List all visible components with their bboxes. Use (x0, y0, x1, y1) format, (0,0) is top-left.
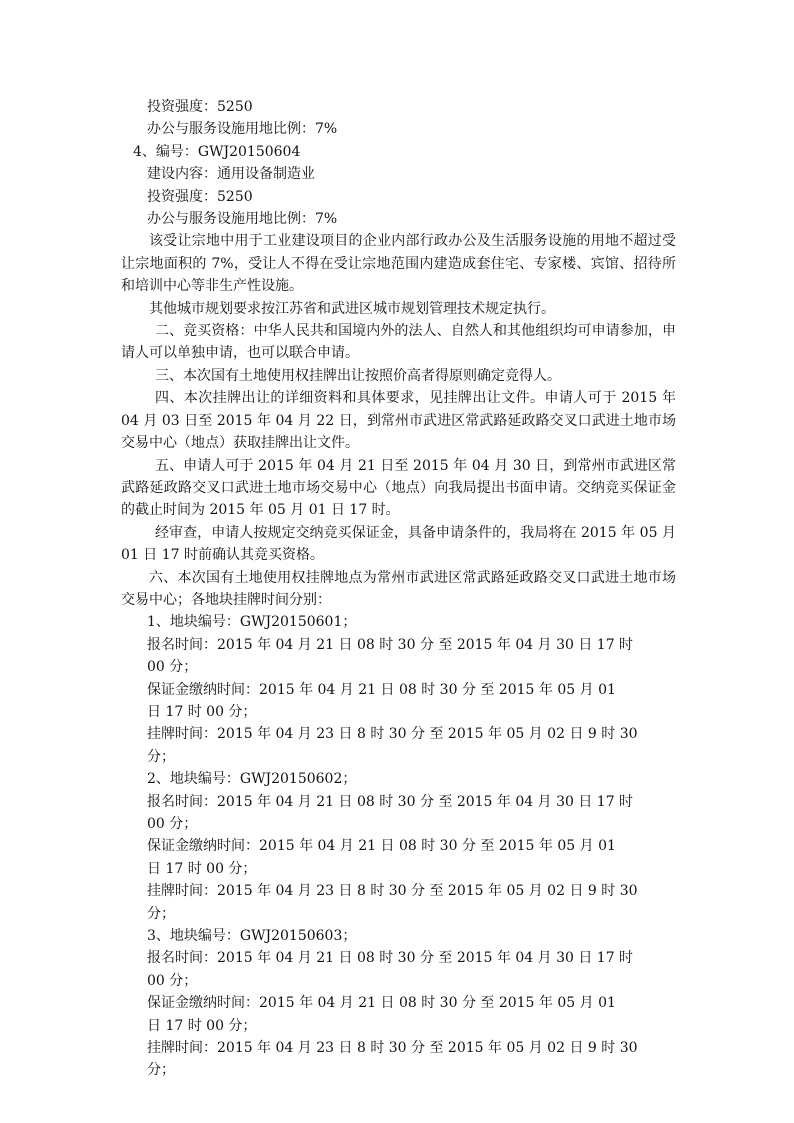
listing-time-cont: 分； (147, 748, 175, 765)
plot-schedule-3 (121, 925, 676, 1082)
investment-intensity-line: 投资强度：5250 (147, 99, 253, 115)
registration-time: 报名时间：2015 年 04 月 21 日 08 时 30 分 至 2015 年 04 月 30 日 17 时 (147, 793, 634, 810)
listing-time: 挂牌时间：2015 年 04 月 23 日 8 时 30 分 至 2015 年 05 月 02 日 9 时 30 (147, 726, 638, 743)
deposit-time: 保证金缴纳时间：2015 年 04 月 21 日 08 时 30 分 至 2015 年 05 月 01 (147, 995, 616, 1012)
registration-time-cont: 00 分； (147, 972, 198, 989)
registration-time: 报名时间：2015 年 04 月 21 日 08 时 30 分 至 2015 年 04 月 30 日 17 时 (147, 636, 634, 653)
listing-time: 挂牌时间：2015 年 04 月 23 日 8 时 30 分 至 2015 年 05 月 02 日 9 时 30 (147, 1040, 638, 1057)
paragraph-highest-bid: 三、本次国有土地使用权挂牌出让按照价高者得原则确定竞得人。 (155, 367, 561, 384)
listing-time: 挂牌时间：2015 年 04 月 23 日 8 时 30 分 至 2015 年 05 月 02 日 9 时 30 (147, 883, 638, 900)
listing-time-cont: 分； (147, 905, 175, 922)
paragraph-eligibility: 二、竞买资格：中华人民共和国境内外的法人、自然人和其他组织均可申请参加，申请人可以单独申请，也可以联合申请。 (121, 323, 676, 362)
deposit-time: 保证金缴纳时间：2015 年 04 月 21 日 08 时 30 分 至 2015 年 05 月 01 (147, 681, 616, 698)
investment-intensity-line-2: 投资强度：5250 (147, 188, 253, 205)
plot-number: 2、地块编号：GWJ20150602； (147, 771, 357, 788)
plot-schedule-1 (121, 611, 676, 768)
plot-number: 1、地块编号：GWJ20150601； (147, 614, 357, 631)
office-ratio-line: 办公与服务设施用地比例：7% (147, 121, 338, 138)
deposit-time-cont: 日 17 时 00 分； (147, 860, 257, 877)
paragraph-documents: 四、本次挂牌出让的详细资料和具体要求，见挂牌出让文件。申请人可于 2015 年 04 月 03 日至 2015 年 04 月 22 日，到常州市武进区常武路延政路交叉口武进土地市场交易中心（地点）获取挂牌出让文件。 (121, 390, 676, 452)
paragraph-listing-location: 六、本次国有土地使用权挂牌地点为常州市武进区常武路延政路交叉口武进土地市场交易中心；各地块挂牌时间分别： (121, 569, 676, 608)
paragraph-land-use-limit: 该受让宗地中用于工业建设项目的企业内部行政办公及生活服务设施的用地不超过受让宗地面积的 7%，受让人不得在受让宗地范围内建造成套住宅、专家楼、宾馆、招待所和培训中心等非生产性设施。 (121, 233, 676, 295)
document-page (121, 96, 676, 1082)
construction-content-line: 建设内容：通用设备制造业 (147, 166, 315, 183)
plot-schedule-2 (121, 768, 676, 925)
paragraph-review: 经审查，申请人按规定交纳竞买保证金，具备申请条件的，我局将在 2015 年 05 月 01 日 17 时前确认其竞买资格。 (121, 524, 676, 564)
deposit-time-cont: 日 17 时 00 分； (147, 1017, 257, 1034)
registration-time: 报名时间：2015 年 04 月 21 日 08 时 30 分 至 2015 年 04 月 30 日 17 时 (147, 950, 634, 967)
deposit-time: 保证金缴纳时间：2015 年 04 月 21 日 08 时 30 分 至 2015 年 05 月 01 (147, 838, 616, 855)
plot-number: 3、地块编号：GWJ20150603； (147, 928, 357, 945)
paragraph-planning-rules: 其他城市规划要求按江苏省和武进区城市规划管理技术规定执行。 (149, 300, 555, 317)
plot-4-number: 4、编号：GWJ20150604 (133, 143, 301, 160)
listing-time-cont: 分； (147, 1062, 175, 1079)
registration-time-cont: 00 分； (147, 816, 198, 832)
registration-time-cont: 00 分； (147, 659, 198, 676)
paragraph-application: 五、申请人可于 2015 年 04 月 21 日至 2015 年 04 月 30 日，到常州市武进区常武路延政路交叉口武进土地市场交易中心（地点）向我局提出书面申请。交纳竞买保证金的截止时间为 2015 年 05 月 01 日 17 时。 (121, 457, 676, 519)
office-ratio-line-2: 办公与服务设施用地比例：7% (147, 211, 338, 228)
deposit-time-cont: 日 17 时 00 分； (147, 703, 257, 720)
